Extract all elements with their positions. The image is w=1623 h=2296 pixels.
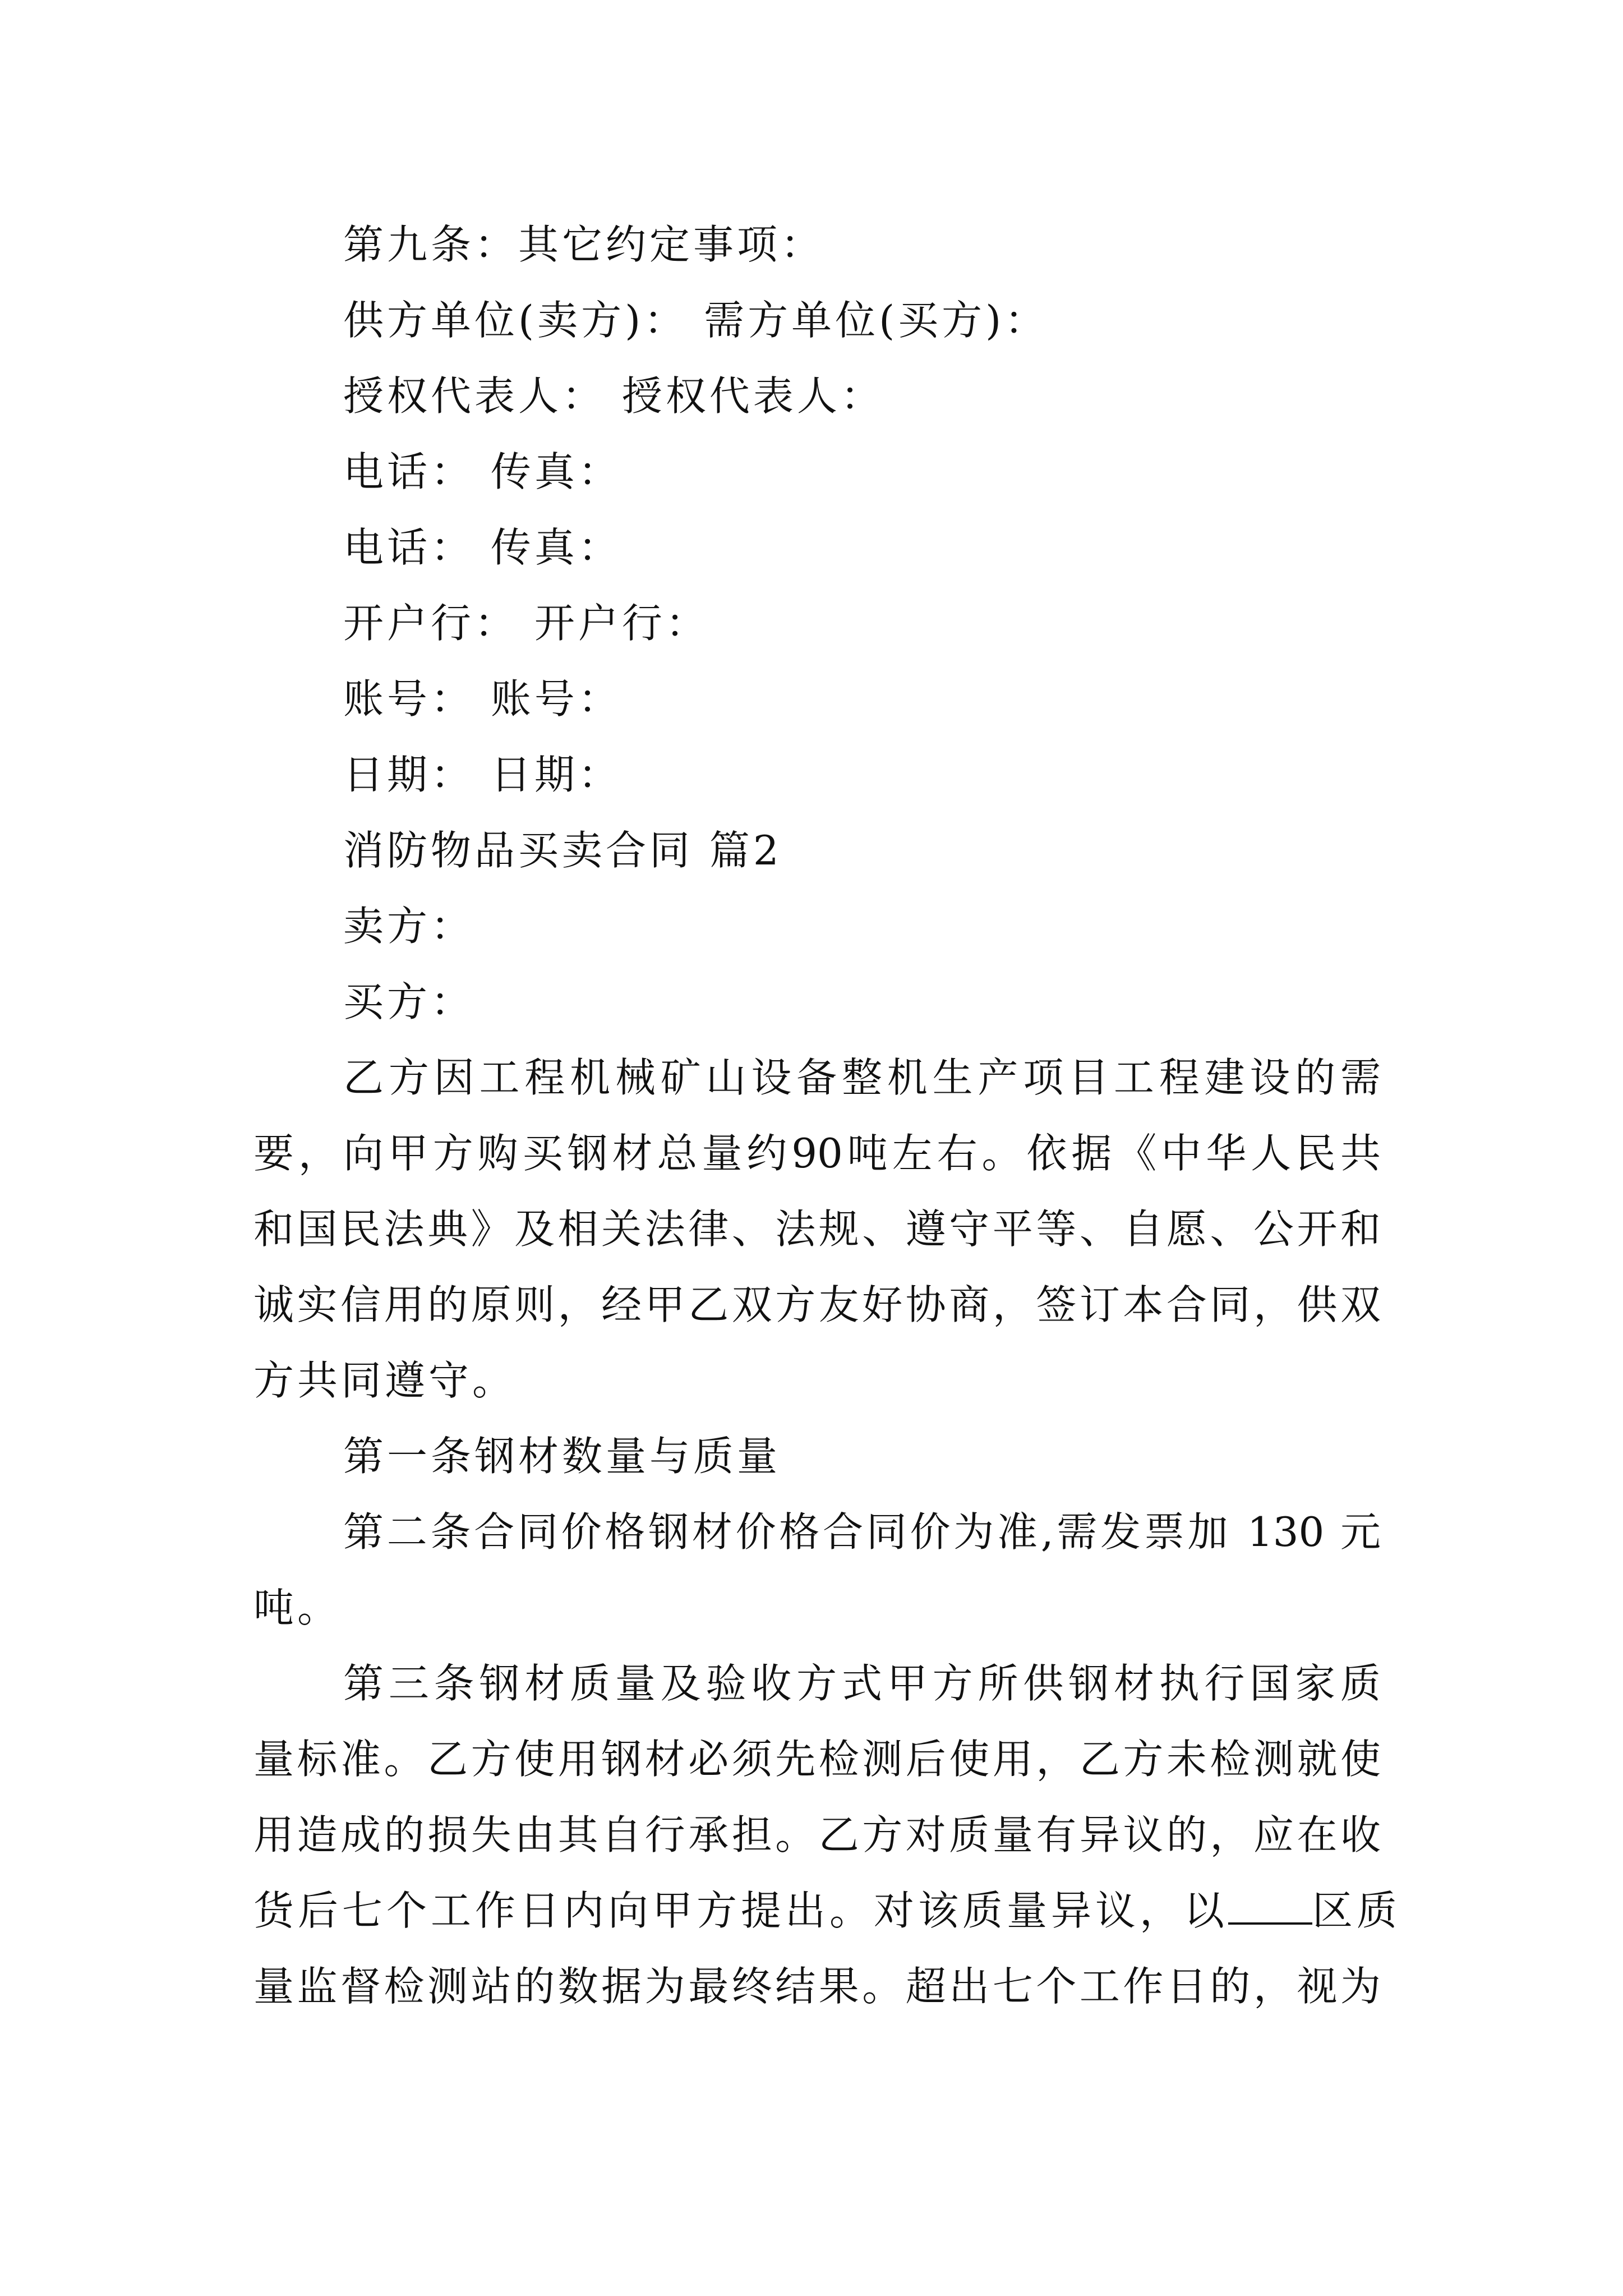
paragraph-line: 方共同遵守。 bbox=[253, 1357, 517, 1404]
clause-3-line-with-blank bbox=[253, 1887, 1401, 1934]
date-line: 日期： 日期： bbox=[343, 751, 622, 798]
fill-in-blank bbox=[1228, 1891, 1312, 1925]
seller-line: 卖方： bbox=[343, 903, 475, 950]
contract-section-title: 消防物品买卖合同 篇2 bbox=[343, 827, 782, 874]
clause-9-heading: 第九条：其它约定事项： bbox=[343, 221, 825, 268]
clause-3-text-before-blank: 货后七个工作日内向甲方提出。对该质量异议，以 bbox=[253, 1887, 1229, 1934]
paragraph-line: 和国民法典》及相关法律、法规、遵守平等、自愿、公开和 bbox=[253, 1205, 1381, 1253]
supplier-buyer-unit-line: 供方单位(卖方)： 需方单位(买方)： bbox=[343, 297, 1049, 344]
account-line: 账号： 账号： bbox=[343, 675, 622, 723]
clause-3-line: 第三条钢材质量及验收方式甲方所供钢材执行国家质 bbox=[343, 1660, 1381, 1707]
bank-line: 开户行： 开户行： bbox=[343, 600, 709, 647]
phone-fax-line: 电话： 传真： bbox=[343, 524, 622, 571]
clause-3-line: 量标准。乙方使用钢材必须先检测后使用，乙方未检测就使 bbox=[253, 1736, 1381, 1783]
buyer-line: 买方： bbox=[343, 978, 475, 1025]
clause-2-line: 第二条合同价格钢材价格合同价为准,需发票加 130 元 bbox=[343, 1508, 1381, 1556]
clause-2-line: 吨。 bbox=[253, 1584, 342, 1631]
paragraph-line: 乙方因工程机械矿山设备整机生产项目工程建设的需 bbox=[343, 1054, 1381, 1101]
clause-1-heading: 第一条钢材数量与质量 bbox=[343, 1433, 781, 1480]
paragraph-line: 要，向甲方购买钢材总量约90吨左右。依据《中华人民共 bbox=[253, 1130, 1381, 1177]
clause-3-line: 用造成的损失由其自行承担。乙方对质量有异议的，应在收 bbox=[253, 1811, 1381, 1858]
clause-3-line: 量监督检测站的数据为最终结果。超出七个工作日的，视为 bbox=[253, 1963, 1381, 2010]
clause-3-text-after-blank: 区质 bbox=[1312, 1887, 1401, 1934]
authorized-rep-line: 授权代表人： 授权代表人： bbox=[343, 372, 884, 420]
phone-fax-line: 电话： 传真： bbox=[343, 448, 622, 495]
paragraph-line: 诚实信用的原则，经甲乙双方友好协商，签订本合同，供双 bbox=[253, 1281, 1381, 1328]
